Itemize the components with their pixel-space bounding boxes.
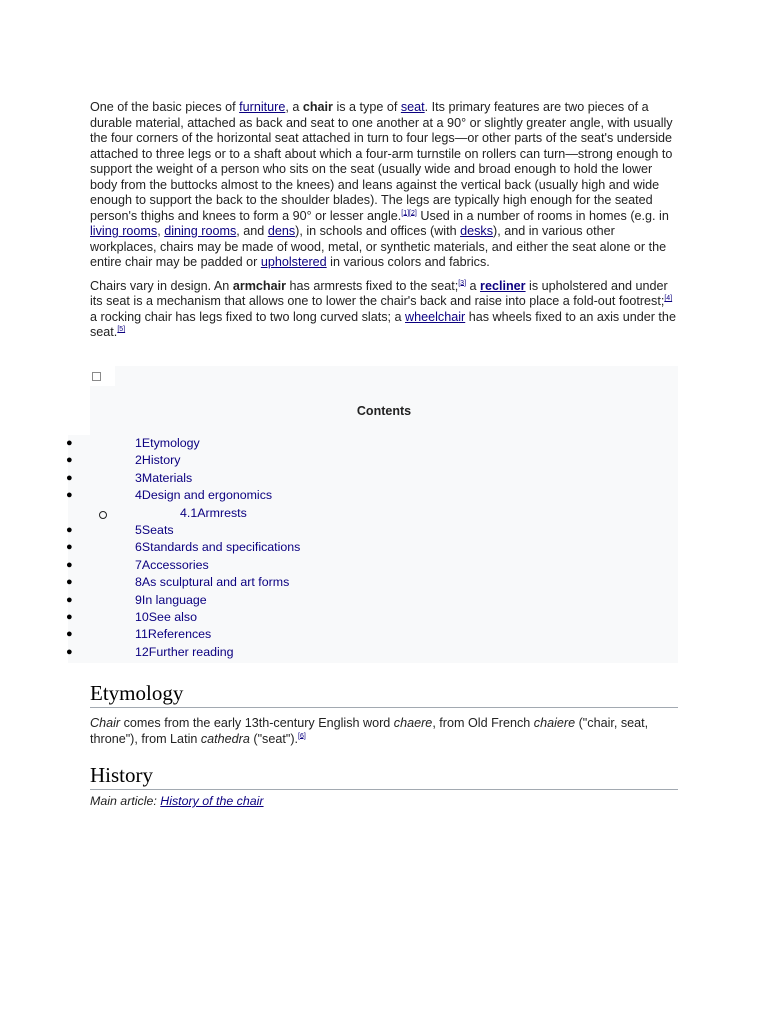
circle-bullet-icon [99, 511, 107, 519]
toc-label: Further reading [148, 644, 234, 659]
toc-number: 4.1 [180, 505, 198, 520]
toc-label: Materials [141, 470, 193, 485]
text: a rocking chair has legs fixed to two long curved slats; a [90, 309, 406, 324]
toc-number: 10 [135, 610, 149, 624]
bullet-icon: ● [66, 645, 73, 658]
table-of-contents [0, 366, 678, 663]
toc-number: 6 [135, 540, 142, 555]
italic-term: Chair [90, 716, 121, 730]
italic-term: cathedra [200, 731, 250, 746]
text: is a type of [332, 100, 401, 114]
reference-citation[interactable]: [6] [298, 732, 306, 740]
bullet-icon: ● [66, 558, 73, 571]
toc-item-text [180, 505, 247, 522]
toc-toggle-bar [90, 366, 678, 386]
reference-citation[interactable]: [4] [664, 294, 673, 302]
toc-item[interactable] [68, 470, 678, 487]
link-desks[interactable]: desks [460, 224, 493, 238]
toc-label: Seats [141, 523, 174, 537]
text: in various colors and fabrics. [326, 255, 490, 269]
article-body [90, 100, 678, 341]
link-seat[interactable]: seat [400, 100, 425, 114]
toc-number: 4 [135, 488, 142, 503]
main-article-hatnote [90, 794, 678, 808]
text: is upholstered and under its seat is a mechanism that allows one to lower the chair's back and raise into place a fold-out footrest; [90, 278, 668, 308]
toc-list [68, 435, 678, 663]
toc-header [90, 386, 678, 435]
bullet-icon: ● [66, 593, 73, 606]
intro-paragraph-1 [90, 100, 678, 271]
bullet-icon: ● [66, 437, 73, 449]
bullet-icon: ● [66, 541, 73, 554]
link-upholstered[interactable]: upholstered [260, 255, 327, 269]
italic-term: chaiere [533, 716, 576, 730]
bullet-icon: ● [66, 471, 73, 484]
toc-item[interactable] [68, 522, 678, 539]
toc-item[interactable] [68, 609, 678, 626]
toc-item-text [135, 539, 300, 556]
toc-label: As sculptural and art forms [141, 575, 290, 590]
reference-citation[interactable]: [3] [458, 279, 467, 287]
term-chair: chair [302, 100, 333, 114]
link-wheelchair[interactable]: wheelchair [405, 309, 466, 324]
toc-item[interactable] [68, 487, 678, 504]
bullet-icon: ● [66, 489, 73, 502]
text: comes from the early 13th-century English word [120, 716, 394, 730]
section-etymology [90, 680, 678, 747]
toc-label: In language [141, 592, 207, 607]
toc-label: Standards and specifications [141, 540, 301, 555]
toc-item-text [135, 435, 200, 452]
toc-number: 11 [135, 627, 148, 642]
bullet-icon: ● [66, 611, 73, 623]
toc-item-text [135, 522, 174, 539]
link-dining-rooms[interactable]: dining rooms [164, 224, 237, 238]
section-heading-etymology: Etymology [90, 680, 678, 708]
reference-citation[interactable]: [1][2] [401, 209, 417, 217]
text: Chairs vary in design. An [90, 278, 233, 293]
toc-number: 2 [135, 453, 142, 468]
toc-item-text [135, 592, 207, 609]
bullet-icon: ● [66, 628, 73, 641]
link-dens[interactable]: dens [267, 224, 296, 238]
text: , from Old French [432, 716, 534, 730]
toc-item-text [135, 644, 234, 661]
toc-toggle-checkbox[interactable] [92, 372, 101, 381]
toc-number: 5 [135, 523, 142, 537]
intro-paragraph-2 [90, 279, 678, 341]
reference-citation[interactable]: [5] [117, 325, 126, 333]
toc-item[interactable] [68, 592, 678, 609]
etymology-paragraph [90, 716, 678, 747]
text: a [466, 278, 481, 293]
toc-item-text [135, 626, 211, 643]
text: has wheels fixed to an axis under the seat. [90, 309, 676, 339]
toc-item[interactable] [68, 626, 678, 643]
toc-number: 9 [135, 592, 142, 607]
toc-label: History [141, 453, 181, 468]
section-history [90, 762, 678, 808]
bullet-icon: ● [66, 576, 73, 589]
text: , a [285, 100, 303, 114]
text: Used in a number of rooms in homes (e.g. in [416, 208, 669, 223]
toc-label: Design and ergonomics [141, 488, 273, 503]
toc-item-text [135, 609, 197, 626]
text: ), in schools and offices (with [295, 224, 461, 238]
text: . Its primary features are two pieces of a durable material, attached as back and seat to one another at a 90° or slightly greater angle, with usually the four corners of the horizontal seat attached in turn to four legs—or other parts of the seat's underside attached to three legs or to a shaft about which a four-arm turnstile on rollers can turn—strong enough to support the weight of a person who sits on the seat (usually wide and broad enough to hold the lower body from the buttocks almost to the knees) and leans against the vertical back (usually high and wide enough to support the back to the shoulder blades). The legs are typically high enough for the seated person's thighs and knees to form a 90° or lesser angle. [90, 100, 673, 223]
toc-number: 7 [135, 557, 142, 572]
link-furniture[interactable]: furniture [239, 100, 286, 114]
toc-label: Accessories [141, 557, 209, 572]
text: ("seat"). [249, 731, 299, 746]
term-armchair: armchair [232, 278, 287, 293]
link-living-rooms[interactable]: living rooms [90, 224, 158, 238]
bullet-icon: ● [66, 524, 73, 536]
toc-item[interactable] [68, 452, 678, 469]
toc-item[interactable] [68, 644, 678, 661]
italic-term: chaere [393, 716, 433, 730]
bullet-icon: ● [66, 454, 73, 467]
toc-item[interactable] [68, 505, 678, 522]
toc-number: 12 [135, 644, 149, 659]
hatnote-prefix: Main article: [90, 794, 161, 808]
toc-item[interactable] [68, 539, 678, 556]
toc-label: Armrests [197, 505, 247, 520]
link-history-of-the-chair[interactable]: History of the chair [160, 794, 264, 808]
toc-number: 1 [135, 436, 142, 450]
text: One of the basic pieces of [90, 100, 240, 114]
text: , [157, 224, 165, 238]
toc-label: Etymology [141, 436, 200, 450]
toc-number: 3 [135, 470, 142, 485]
text: has armrests fixed to the seat; [286, 278, 459, 293]
toc-label: See also [148, 610, 198, 624]
text: , and [236, 224, 268, 238]
toc-title: Contents [356, 404, 412, 418]
toc-item-text [135, 557, 209, 574]
section-heading-history: History [90, 762, 678, 790]
text: ("chair, seat, throne"), from Latin [90, 716, 649, 746]
toc-item[interactable] [68, 557, 678, 574]
toc-item-text [135, 487, 272, 504]
toc-item[interactable] [68, 574, 678, 591]
text: ), and in various other workplaces, chairs may be made of wood, metal, or synthetic materials, and either the seat alone or the entire chair may be padded or [90, 224, 667, 269]
toc-item-text [135, 574, 289, 591]
link-recliner[interactable]: recliner [480, 278, 526, 293]
toc-label: References [147, 627, 212, 642]
toc-item-text [135, 470, 192, 487]
toc-number: 8 [135, 575, 142, 590]
toc-item[interactable] [68, 435, 678, 452]
toc-item-text [135, 452, 180, 469]
